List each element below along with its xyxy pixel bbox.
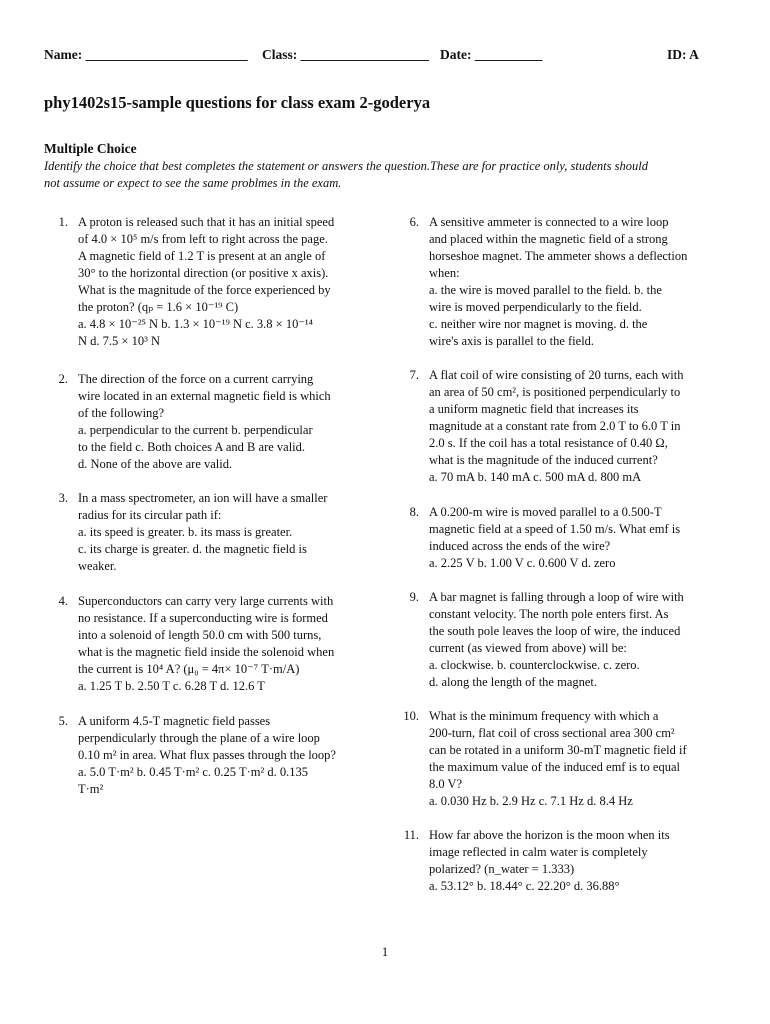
name-field: Name: ________________________ <box>44 47 248 62</box>
question-number: 3. <box>58 491 68 505</box>
question-line: A flat coil of wire consisting of 20 turns, each with <box>429 368 684 382</box>
answer-choices: c. neither wire nor magnet is moving. d. the <box>429 317 648 331</box>
answer-choices: N d. 7.5 × 10³ N <box>78 334 160 348</box>
answer-choices: a. 53.12° b. 18.44° c. 22.20° d. 36.88° <box>429 879 620 893</box>
question-line: 2.0 s. If the coil has a total resistance of 0.40 Ω, <box>429 436 668 450</box>
question-number: 10. <box>403 709 419 723</box>
question-line: of the following? <box>78 406 165 420</box>
answer-choices: a. the wire is moved parallel to the field. b. the <box>429 283 662 297</box>
answer-choices: a. 4.8 × 10⁻²⁵ N b. 1.3 × 10⁻¹⁹ N c. 3.8 × 10⁻¹⁴ <box>78 317 314 331</box>
question-number: 6. <box>409 215 419 229</box>
class-field: Class: ___________________ <box>262 47 429 62</box>
question-line: 0.10 m² in area. What flux passes through the loop? <box>78 748 336 762</box>
question-line: 8.0 V? <box>429 777 463 791</box>
question-line: perpendicularly through the plane of a wire loop <box>78 731 320 745</box>
question-line: an area of 50 cm², is positioned perpendicularly to <box>429 385 681 399</box>
question-line: polarized? (n_water = 1.333) <box>429 862 575 876</box>
answer-choices: a. perpendicular to the current b. perpendicular <box>78 423 313 437</box>
question-line: the south pole leaves the loop of wire, the induced <box>429 624 681 638</box>
question-line: A uniform 4.5-T magnetic field passes <box>78 714 271 728</box>
question-line: Superconductors can carry very large currents with <box>78 594 334 608</box>
question-line: 30° to the horizontal direction (or positive x axis). <box>78 266 329 280</box>
question-line: when: <box>429 266 460 280</box>
question-line: A proton is released such that it has an initial speed <box>78 215 335 229</box>
question-line: What is the minimum frequency with which a <box>429 709 659 723</box>
question-line: a uniform magnetic field that increases its <box>429 402 639 416</box>
question-line: the proton? (qₚ = 1.6 × 10⁻¹⁹ C) <box>78 300 239 314</box>
question-number: 4. <box>58 594 68 608</box>
question-line: What is the magnitude of the force experienced by <box>78 283 331 297</box>
answer-choices: a. 70 mA b. 140 mA c. 500 mA d. 800 mA <box>429 470 642 484</box>
question-number: 1. <box>58 215 68 229</box>
question-line: what is the magnetic field inside the solenoid when <box>78 645 335 659</box>
answer-choices: weaker. <box>78 559 117 573</box>
question-line: what is the magnitude of the induced current? <box>429 453 658 467</box>
question-line: radius for its circular path if: <box>78 508 222 522</box>
question-line: and placed within the magnetic field of a strong <box>429 232 668 246</box>
answer-choices: a. 1.25 T b. 2.50 T c. 6.28 T d. 12.6 T <box>78 679 265 693</box>
page-number: 1 <box>381 944 389 959</box>
answer-choices: c. its charge is greater. d. the magnetic field is <box>78 542 307 556</box>
question-line: wire located in an external magnetic field is which <box>78 389 331 403</box>
answer-choices: a. clockwise. b. counterclockwise. c. zero. <box>429 658 640 672</box>
answer-choices: a. its speed is greater. b. its mass is greater. <box>78 525 293 539</box>
question-number: 9. <box>409 590 419 604</box>
question-line: A bar magnet is falling through a loop of wire with <box>429 590 684 604</box>
question-line: magnitude at a constant rate from 2.0 T to 6.0 T in <box>429 419 681 433</box>
question-line: into a solenoid of length 50.0 cm with 500 turns, <box>78 628 322 642</box>
question-line: constant velocity. The north pole enters first. As <box>429 607 669 621</box>
question-line: In a mass spectrometer, an ion will have a smaller <box>78 491 328 505</box>
question-line: image reflected in calm water is completely <box>429 845 648 859</box>
page-title: phy1402s15-sample questions for class exam 2-goderya <box>44 93 431 112</box>
answer-choices: a. 2.25 V b. 1.00 V c. 0.600 V d. zero <box>429 556 616 570</box>
answer-choices: d. along the length of the magnet. <box>429 675 598 689</box>
question-line: no resistance. If a superconducting wire is formed <box>78 611 328 625</box>
question-line: magnetic field at a speed of 1.50 m/s. What emf is <box>429 522 681 536</box>
question-line: How far above the horizon is the moon when its <box>429 828 670 842</box>
instruction-line: Identify the choice that best completes the statement or answers the question.These are for practice only, students should <box>44 159 648 173</box>
answer-choices: d. None of the above are valid. <box>78 457 233 471</box>
answer-choices: a. 5.0 T·m² b. 0.45 T·m² c. 0.25 T·m² d. 0.135 <box>78 765 308 779</box>
question-number: 11. <box>403 828 419 842</box>
question-line: of 4.0 × 10⁵ m/s from left to right across the page. <box>78 232 328 246</box>
date-field: Date: __________ <box>440 47 543 62</box>
question-line: the maximum value of the induced emf is to equal <box>429 760 680 774</box>
question-line: A magnetic field of 1.2 T is present at an angle of <box>78 249 326 263</box>
answer-choices: wire's axis is parallel to the field. <box>429 334 595 348</box>
answer-choices: T·m² <box>78 782 104 796</box>
question-line: horseshoe magnet. The ammeter shows a deflection <box>429 249 688 263</box>
question-line: A sensitive ammeter is connected to a wire loop <box>429 215 669 229</box>
question-number: 5. <box>58 714 68 728</box>
question-line: induced across the ends of the wire? <box>429 539 611 553</box>
answer-choices: wire is moved perpendicularly to the field. <box>429 300 642 314</box>
section-title: Multiple Choice <box>44 141 137 156</box>
answer-choices: to the field c. Both choices A and B are valid. <box>78 440 306 454</box>
question-number: 2. <box>58 372 68 386</box>
id-field: ID: A <box>667 47 699 62</box>
question-line: current (as viewed from above) will be: <box>429 641 627 655</box>
question-line: the current is 10⁴ A? (μ₀ = 4π× 10⁻⁷ T·m/A) <box>78 662 300 676</box>
answer-choices: a. 0.030 Hz b. 2.9 Hz c. 7.1 Hz d. 8.4 Hz <box>429 794 633 808</box>
question-line: The direction of the force on a current carrying <box>78 372 314 386</box>
question-line: A 0.200-m wire is moved parallel to a 0.500-T <box>429 505 662 519</box>
question-number: 7. <box>409 368 419 382</box>
question-line: can be rotated in a uniform 30-mT magnetic field if <box>429 743 687 757</box>
header <box>44 47 704 67</box>
section-instructions <box>44 158 734 192</box>
question-line: 200-turn, flat coil of cross sectional area 300 cm² <box>429 726 675 740</box>
question-number: 8. <box>409 505 419 519</box>
instruction-line: not assume or expect to see the same problmes in the exam. <box>44 176 342 190</box>
